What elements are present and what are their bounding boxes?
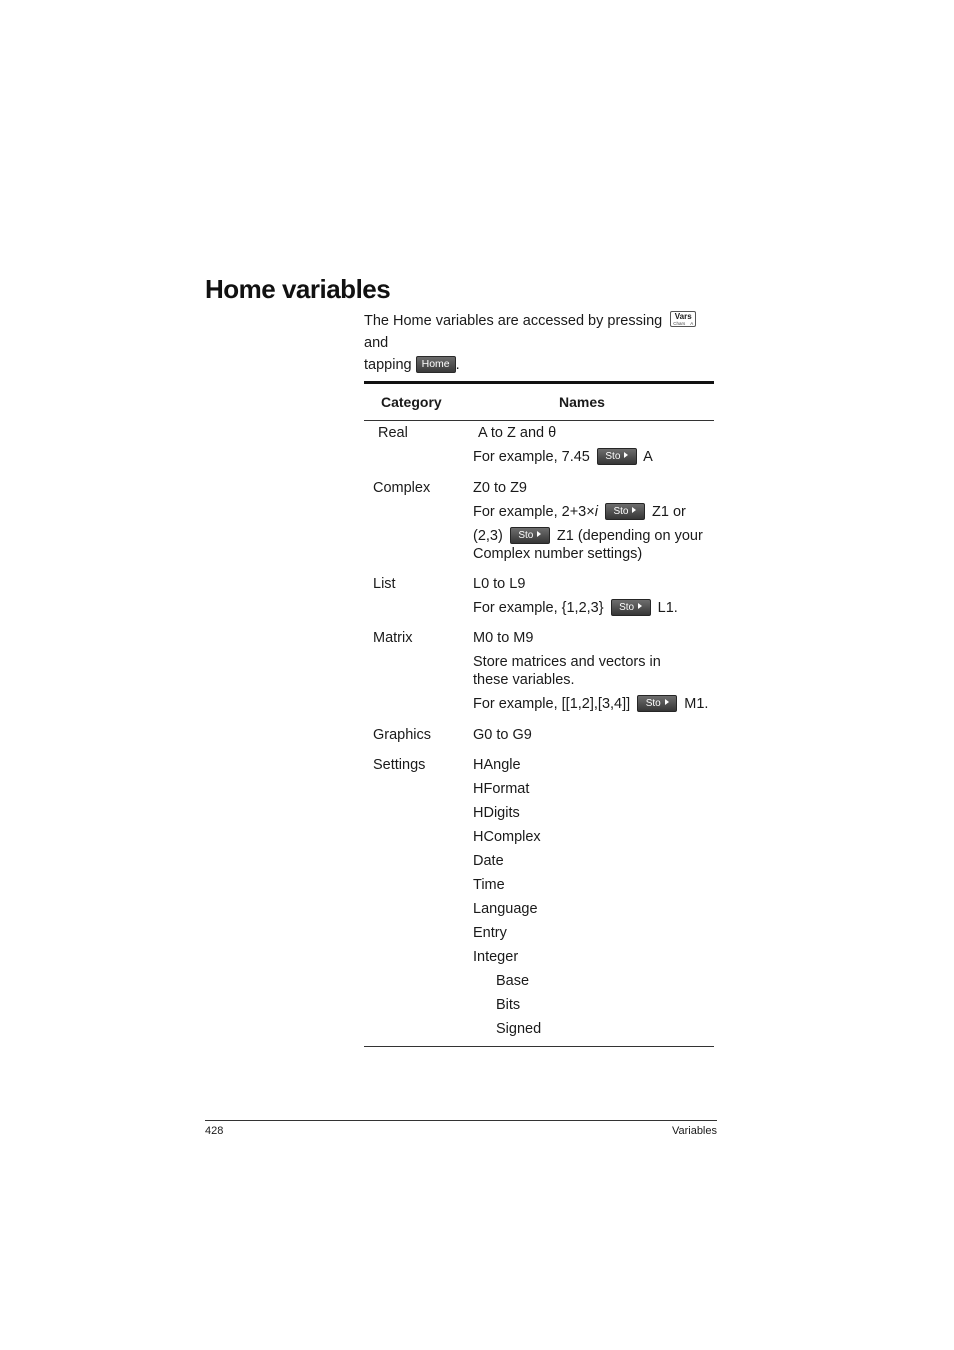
complex-line-3 (473, 527, 713, 563)
category-settings: Settings (373, 757, 426, 773)
settings-item: Language (473, 901, 538, 917)
footer-section-title: Variables (671, 1125, 717, 1137)
sto-key-icon (510, 527, 550, 544)
arrow-right-icon (624, 452, 628, 458)
home-softkey-icon: Home (416, 356, 456, 373)
vars-key-sub-left: Chars (673, 321, 686, 327)
page-number: 428 (205, 1125, 224, 1137)
sto-label: Sto (605, 450, 621, 462)
sto-key-icon (597, 448, 637, 465)
complex-example-2-target: Z1 (depending on your Complex number settings) (473, 528, 703, 562)
intro-text-2: and (364, 335, 389, 351)
complex-imaginary-i: i (594, 504, 598, 520)
settings-item: HAngle (473, 757, 521, 773)
arrow-right-icon (665, 699, 669, 705)
intro-text-3: tapping (364, 357, 412, 373)
arrow-right-icon (638, 603, 642, 609)
category-real: Real (378, 425, 408, 441)
vars-key-sub-right: A (690, 321, 694, 327)
footer-rule (205, 1120, 717, 1121)
real-line-2 (473, 448, 713, 466)
intro-paragraph (364, 310, 714, 376)
arrow-right-icon (537, 531, 541, 537)
arrow-right-icon (632, 507, 636, 513)
settings-item: Entry (473, 925, 507, 941)
complex-example-target: Z1 or (652, 504, 686, 520)
matrix-example-text: For example, [[1,2],[3,4]] (473, 696, 631, 712)
variables-table (364, 381, 714, 1037)
sto-key-icon (605, 503, 645, 520)
settings-item: Time (473, 877, 505, 893)
category-matrix: Matrix (373, 630, 413, 646)
list-example-text: For example, {1,2,3} (473, 600, 604, 616)
category-complex: Complex (373, 480, 431, 496)
graphics-line-1: G0 to G9 (473, 727, 532, 743)
intro-text-1: The Home variables are accessed by pressing (364, 313, 663, 329)
category-list: List (373, 576, 396, 592)
sto-label: Sto (518, 529, 534, 541)
settings-subitem: Base (496, 973, 530, 989)
sto-key-icon (611, 599, 651, 616)
sto-label: Sto (613, 505, 629, 517)
complex-line-1: Z0 to Z9 (473, 480, 527, 496)
table-header (364, 384, 714, 421)
matrix-line-1: M0 to M9 (473, 630, 534, 646)
matrix-line-2: Store matrices and vectors in these variables. (473, 654, 661, 688)
sto-key-icon (637, 695, 677, 712)
real-example-text: For example, 7.45 (473, 449, 590, 465)
sto-label: Sto (645, 697, 661, 709)
header-category: Category (381, 394, 442, 410)
settings-item: HFormat (473, 781, 530, 797)
intro-text-end: . (455, 357, 460, 373)
settings-item: HComplex (473, 829, 541, 845)
real-example-target: A (643, 449, 653, 465)
vars-key-icon (670, 311, 696, 327)
list-example-target: L1. (657, 600, 678, 616)
settings-item: Date (473, 853, 504, 869)
complex-example-text: For example, 2+3× (473, 504, 595, 520)
list-line-1: L0 to L9 (473, 576, 526, 592)
list-line-2 (473, 599, 713, 617)
settings-item: HDigits (473, 805, 520, 821)
page-heading: Home variables (205, 274, 391, 304)
settings-subitem: Signed (496, 1021, 542, 1037)
category-graphics: Graphics (373, 727, 432, 743)
table-bottom-rule (364, 1046, 714, 1047)
settings-item: Integer (473, 949, 519, 965)
matrix-example-target: M1. (684, 696, 709, 712)
vars-key-label: Vars (674, 312, 692, 322)
complex-example-2-text: (2,3) (473, 528, 503, 544)
settings-subitem: Bits (496, 997, 521, 1013)
complex-line-2 (473, 503, 713, 521)
sto-label: Sto (619, 601, 635, 613)
real-line-1: A to Z and θ (478, 425, 557, 441)
header-names: Names (559, 394, 605, 410)
matrix-line-3 (473, 695, 713, 713)
